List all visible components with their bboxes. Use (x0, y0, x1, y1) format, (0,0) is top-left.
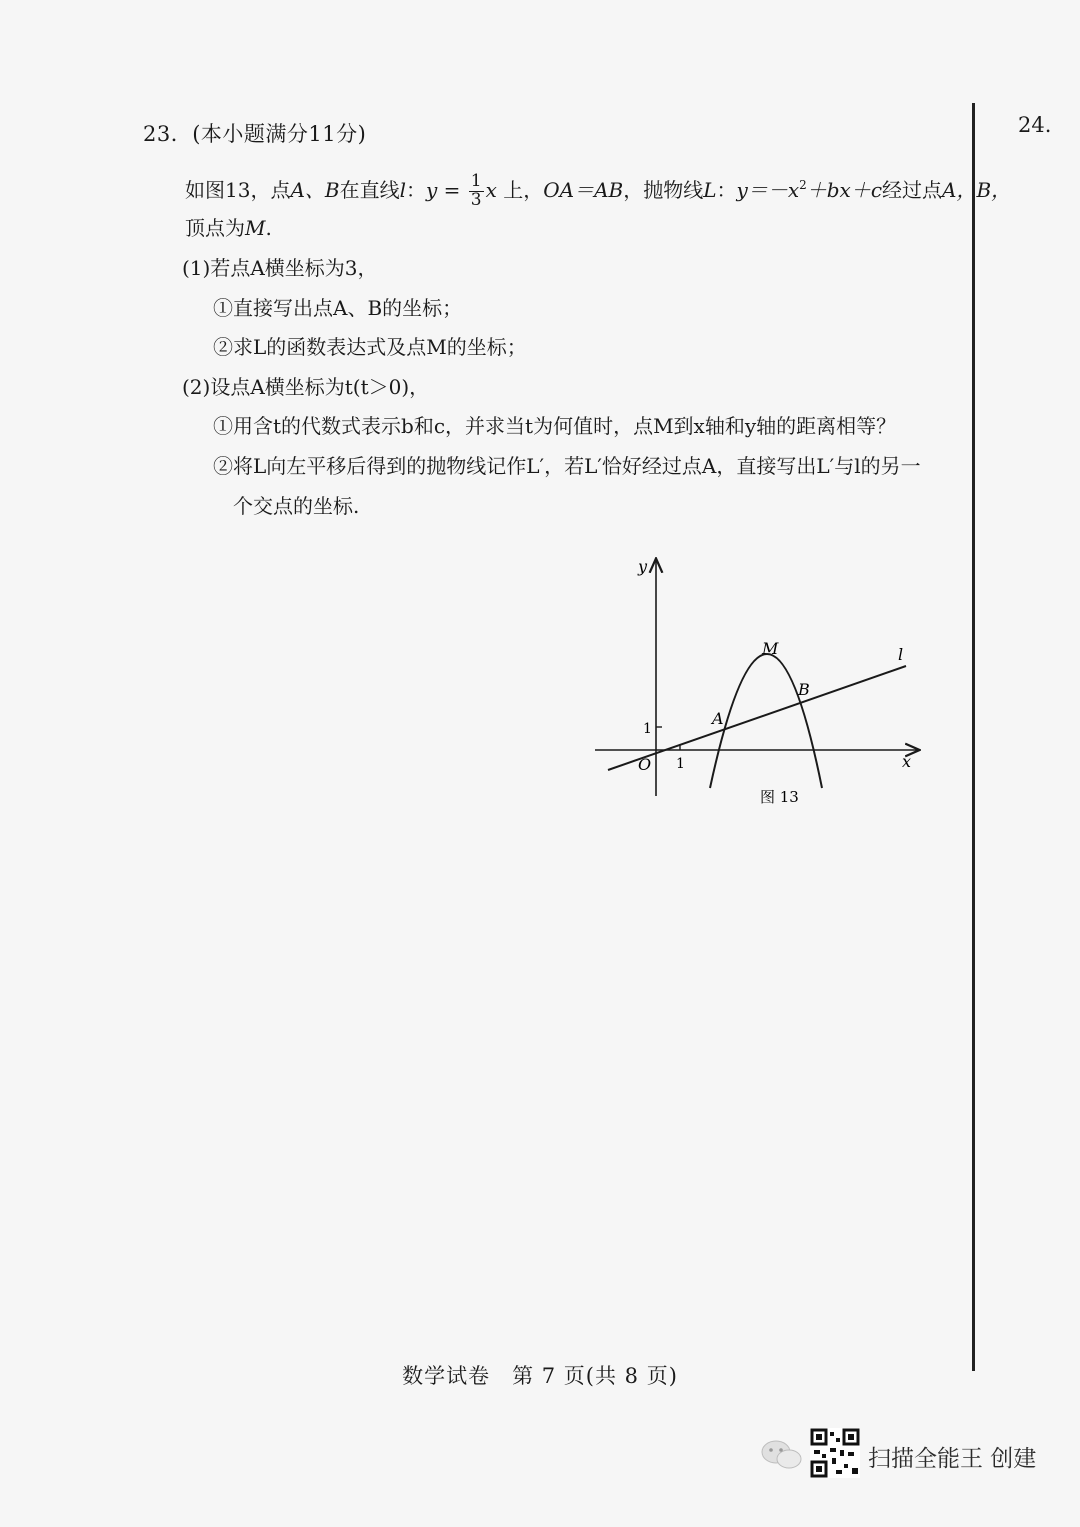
text: ＋bx＋c (806, 177, 883, 202)
line-l (608, 666, 906, 770)
fraction (469, 173, 484, 210)
text: l (399, 177, 406, 202)
text: 如图13，点 (185, 177, 291, 202)
text: OA＝AB (543, 177, 624, 202)
text: 经过点 (882, 177, 943, 202)
superscript: 2 (799, 178, 807, 193)
coordinate-graph (590, 550, 930, 830)
watermark-text: 扫描全能王 创建 (868, 1446, 1037, 1472)
part-1a: ①直接写出点A、B的坐标； (213, 296, 463, 320)
text: 顶点为 (185, 216, 245, 240)
intro-line-2 (185, 218, 272, 238)
part-2b: ②将L向左平移后得到的抛物线记作L′，若L′恰好经过点A，直接写出L′与l的另一 (213, 454, 921, 478)
question-title: 23．(本小题满分11分) (143, 122, 367, 146)
text: 上， (496, 177, 544, 202)
text: = (437, 177, 467, 202)
intro-line-1 (185, 173, 1011, 210)
figure-caption: 图 13 (760, 788, 799, 806)
label-origin: O (638, 755, 652, 774)
label-one-y: 1 (643, 721, 652, 737)
text: ，抛物线 (623, 177, 704, 202)
text: A，B， (942, 177, 1012, 202)
part-2a: ①用含t的代数式表示b和c，并求当t为何值时，点M到x轴和y轴的距离相等？ (213, 414, 897, 438)
fraction-denominator: 3 (470, 189, 482, 210)
label-one-x: 1 (676, 756, 685, 772)
text: L (703, 177, 717, 202)
label-point-B: B (798, 680, 810, 699)
label-x: x (902, 752, 912, 771)
text: 在直线 (339, 177, 400, 202)
text: y＝－x (736, 177, 800, 202)
part-2: (2)设点A横坐标为t(t＞0)， (182, 375, 430, 399)
text: ： (406, 177, 426, 202)
fraction-numerator: 1 (470, 171, 482, 191)
figure-13 (590, 550, 930, 830)
page-footer: 数学试卷 第 7 页(共 8 页) (402, 1364, 678, 1388)
text: A、B (290, 177, 340, 202)
qr-code-icon (810, 1428, 860, 1478)
text: y (426, 177, 438, 202)
text: x (485, 177, 497, 202)
next-question-number: 24. (1018, 113, 1052, 137)
label-vertex-M: M (762, 639, 779, 658)
part-2b-cont: 个交点的坐标. (233, 494, 360, 518)
text: ： (716, 177, 737, 202)
part-1: (1)若点A横坐标为3， (182, 256, 378, 280)
column-divider (972, 103, 975, 1371)
label-point-A: A (712, 709, 724, 728)
parabola-L (710, 654, 822, 788)
label-line-l: l (898, 645, 904, 664)
label-y: y (638, 557, 648, 576)
wechat-logo-icon (760, 1438, 804, 1472)
text: . (265, 216, 272, 240)
part-1b: ②求L的函数表达式及点M的坐标； (213, 335, 527, 359)
text: M (245, 216, 266, 240)
